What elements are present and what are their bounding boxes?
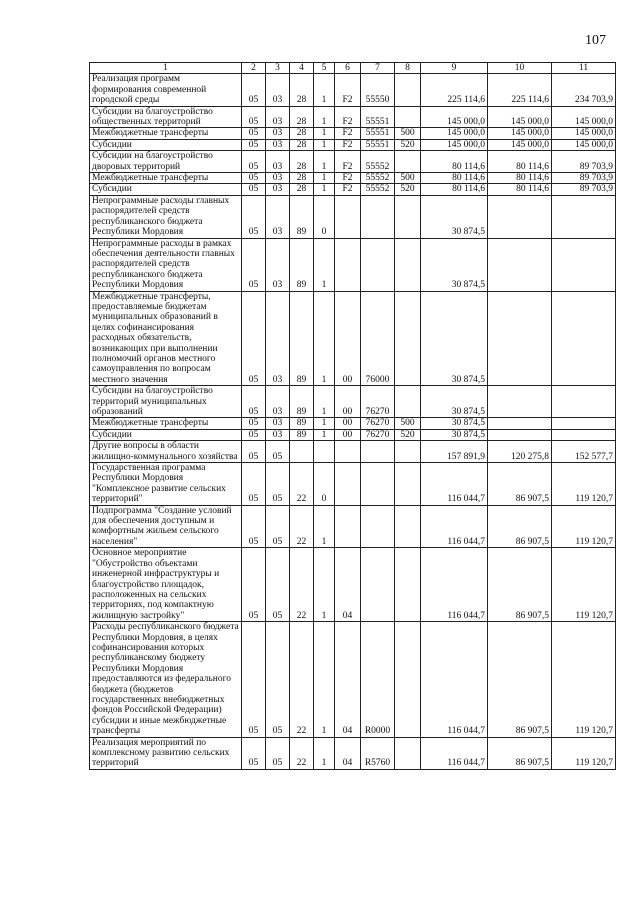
row-value-cell: 86 907,5: [488, 622, 552, 737]
row-value-cell: [395, 106, 421, 128]
row-value-cell: 89: [290, 291, 314, 386]
row-value-cell: 28: [290, 173, 314, 184]
row-name-cell: Реализация мероприятий по комплексному развитию сельских территорий: [90, 737, 242, 769]
row-name-cell: Подпрограмма "Создание условий для обеспечения доступным и комфортным жильем сельского населения": [90, 505, 242, 548]
row-value-cell: 500: [395, 173, 421, 184]
row-value-cell: 86 907,5: [488, 505, 552, 548]
row-value-cell: F2: [335, 139, 361, 150]
column-header: 3: [266, 63, 290, 74]
row-value-cell: 1: [314, 505, 335, 548]
row-value-cell: 145 000,0: [488, 106, 552, 128]
row-value-cell: 89: [290, 429, 314, 440]
header-row: [90, 63, 616, 74]
row-value-cell: 225 114,6: [421, 74, 488, 106]
row-value-cell: [488, 386, 552, 418]
table-row: [90, 505, 616, 548]
column-header: 4: [290, 63, 314, 74]
column-header: 11: [552, 63, 616, 74]
row-value-cell: 05: [242, 195, 266, 238]
row-value-cell: 03: [266, 386, 290, 418]
table-row: [90, 429, 616, 440]
row-value-cell: 28: [290, 74, 314, 106]
row-value-cell: [361, 463, 395, 506]
row-value-cell: 1: [314, 151, 335, 173]
table-row: [90, 622, 616, 737]
row-name-cell: Субсидии: [90, 184, 242, 195]
row-value-cell: 05: [266, 441, 290, 463]
row-value-cell: F2: [335, 151, 361, 173]
row-value-cell: 05: [242, 173, 266, 184]
row-value-cell: 145 000,0: [421, 139, 488, 150]
row-value-cell: 1: [314, 291, 335, 386]
row-value-cell: 145 000,0: [488, 128, 552, 139]
row-name-cell: Субсидии на благоустройство общественных территорий: [90, 106, 242, 128]
row-value-cell: 1: [314, 74, 335, 106]
table-row: [90, 128, 616, 139]
row-value-cell: 145 000,0: [488, 139, 552, 150]
row-name-cell: Другие вопросы в области жилищно-коммунального хозяйства: [90, 441, 242, 463]
budget-table: [89, 62, 616, 770]
row-value-cell: 80 114,6: [421, 184, 488, 195]
row-value-cell: [395, 622, 421, 737]
row-name-cell: Государственная программа Республики Мордовия "Комплексное развитие сельских территорий": [90, 463, 242, 506]
table-row: [90, 173, 616, 184]
row-value-cell: [488, 195, 552, 238]
row-value-cell: 119 120,7: [552, 622, 616, 737]
row-value-cell: 05: [266, 622, 290, 737]
row-value-cell: 05: [242, 386, 266, 418]
row-value-cell: 05: [242, 184, 266, 195]
row-value-cell: 05: [242, 128, 266, 139]
row-value-cell: [335, 441, 361, 463]
table-row: [90, 238, 616, 291]
row-value-cell: [552, 429, 616, 440]
row-value-cell: [488, 291, 552, 386]
table-row: [90, 441, 616, 463]
row-value-cell: [335, 463, 361, 506]
row-value-cell: 55552: [361, 184, 395, 195]
row-value-cell: 30 874,5: [421, 418, 488, 429]
row-value-cell: [395, 291, 421, 386]
row-value-cell: 89: [290, 238, 314, 291]
row-name-cell: Межбюджетные трансферты: [90, 128, 242, 139]
row-value-cell: [488, 418, 552, 429]
row-value-cell: 22: [290, 463, 314, 506]
row-value-cell: [395, 737, 421, 769]
row-value-cell: 03: [266, 184, 290, 195]
row-value-cell: 89: [290, 418, 314, 429]
row-value-cell: 05: [266, 505, 290, 548]
row-value-cell: [395, 151, 421, 173]
row-name-cell: Субсидии: [90, 429, 242, 440]
row-value-cell: F2: [335, 74, 361, 106]
row-value-cell: 520: [395, 139, 421, 150]
row-value-cell: 55552: [361, 173, 395, 184]
row-value-cell: 500: [395, 128, 421, 139]
row-value-cell: [361, 441, 395, 463]
row-name-cell: Субсидии: [90, 139, 242, 150]
table-row: [90, 184, 616, 195]
row-name-cell: Основное мероприятие "Обустройство объектами инженерной инфраструктуры и благоустройство площадок, расположенных на сельских территориях, под компактную жилищную застройку": [90, 548, 242, 622]
row-value-cell: 145 000,0: [421, 128, 488, 139]
table-row: [90, 151, 616, 173]
column-header: 6: [335, 63, 361, 74]
row-value-cell: 30 874,5: [421, 291, 488, 386]
row-value-cell: 1: [314, 386, 335, 418]
row-value-cell: 03: [266, 238, 290, 291]
table-row: [90, 195, 616, 238]
row-value-cell: 22: [290, 622, 314, 737]
row-value-cell: 05: [242, 291, 266, 386]
row-name-cell: Реализация программ формирования современной городской среды: [90, 74, 242, 106]
row-value-cell: [395, 386, 421, 418]
row-value-cell: [552, 238, 616, 291]
row-value-cell: 76270: [361, 386, 395, 418]
row-name-cell: Расходы республиканского бюджета Республики Мордовия, в целях софинансирования которых республиканскому бюджету Республики Мордовия предоставляются из федерального бюджета (бюджетов государственных внебюджетных фондов Российской Федерации) субсидии и иные межбюджетные трансферты: [90, 622, 242, 737]
row-value-cell: 86 907,5: [488, 463, 552, 506]
row-value-cell: [290, 441, 314, 463]
row-value-cell: 03: [266, 74, 290, 106]
table-row: [90, 463, 616, 506]
row-value-cell: 119 120,7: [552, 463, 616, 506]
row-value-cell: 03: [266, 139, 290, 150]
row-value-cell: 80 114,6: [421, 151, 488, 173]
row-value-cell: 05: [242, 548, 266, 622]
row-value-cell: 116 044,7: [421, 548, 488, 622]
row-value-cell: 03: [266, 291, 290, 386]
row-value-cell: 1: [314, 622, 335, 737]
row-value-cell: 116 044,7: [421, 737, 488, 769]
row-value-cell: 05: [242, 106, 266, 128]
row-value-cell: [361, 548, 395, 622]
row-value-cell: 145 000,0: [552, 106, 616, 128]
column-header: 2: [242, 63, 266, 74]
row-value-cell: 1: [314, 173, 335, 184]
row-value-cell: [335, 238, 361, 291]
row-value-cell: [488, 429, 552, 440]
row-value-cell: 1: [314, 106, 335, 128]
row-value-cell: 00: [335, 429, 361, 440]
row-value-cell: 116 044,7: [421, 622, 488, 737]
row-value-cell: 225 114,6: [488, 74, 552, 106]
row-name-cell: Непрограммные расходы главных распорядителей средств республиканского бюджета Республики Мордовия: [90, 195, 242, 238]
row-value-cell: 30 874,5: [421, 429, 488, 440]
row-value-cell: 80 114,6: [488, 184, 552, 195]
row-name-cell: Непрограммные расходы в рамках обеспечения деятельности главных распорядителей средств республиканского бюджета Республики Мордовия: [90, 238, 242, 291]
row-value-cell: 120 275,8: [488, 441, 552, 463]
row-value-cell: 03: [266, 128, 290, 139]
table-row: [90, 291, 616, 386]
column-header: 7: [361, 63, 395, 74]
column-header: 1: [90, 63, 242, 74]
row-value-cell: 55551: [361, 128, 395, 139]
row-value-cell: [552, 195, 616, 238]
row-value-cell: 22: [290, 548, 314, 622]
row-value-cell: 520: [395, 184, 421, 195]
page-number: 107: [585, 33, 606, 48]
row-value-cell: 1: [314, 238, 335, 291]
row-name-cell: Межбюджетные трансферты: [90, 173, 242, 184]
row-value-cell: 05: [242, 418, 266, 429]
table-row: [90, 139, 616, 150]
row-value-cell: 28: [290, 151, 314, 173]
row-value-cell: 03: [266, 429, 290, 440]
row-value-cell: 05: [242, 622, 266, 737]
row-value-cell: 05: [242, 429, 266, 440]
table-row: [90, 418, 616, 429]
row-value-cell: 55552: [361, 151, 395, 173]
row-value-cell: [361, 505, 395, 548]
row-value-cell: 22: [290, 505, 314, 548]
row-value-cell: 145 000,0: [552, 139, 616, 150]
row-value-cell: 30 874,5: [421, 386, 488, 418]
row-value-cell: 234 703,9: [552, 74, 616, 106]
row-value-cell: 86 907,5: [488, 548, 552, 622]
table-row: [90, 106, 616, 128]
column-header: 5: [314, 63, 335, 74]
row-value-cell: F2: [335, 128, 361, 139]
row-value-cell: [361, 238, 395, 291]
row-value-cell: 05: [242, 463, 266, 506]
row-value-cell: 1: [314, 139, 335, 150]
row-value-cell: F2: [335, 173, 361, 184]
row-value-cell: [395, 195, 421, 238]
row-value-cell: [361, 195, 395, 238]
row-value-cell: F2: [335, 106, 361, 128]
row-value-cell: R5760: [361, 737, 395, 769]
row-value-cell: 05: [242, 74, 266, 106]
row-value-cell: [395, 548, 421, 622]
row-value-cell: 04: [335, 622, 361, 737]
row-value-cell: 0: [314, 195, 335, 238]
row-value-cell: 89 703,9: [552, 173, 616, 184]
row-name-cell: Межбюджетные трансферты, предоставляемые бюджетам муниципальных образований в целях софинансирования расходных обязательств, возникающих при выполнении полномочий органов местного самоуправления по вопросам местного значения: [90, 291, 242, 386]
row-value-cell: 05: [242, 441, 266, 463]
row-name-cell: Межбюджетные трансферты: [90, 418, 242, 429]
row-value-cell: 55551: [361, 106, 395, 128]
table-row: [90, 74, 616, 106]
row-value-cell: 119 120,7: [552, 548, 616, 622]
table-row: [90, 386, 616, 418]
row-value-cell: 28: [290, 106, 314, 128]
row-value-cell: 80 114,6: [488, 151, 552, 173]
row-value-cell: 05: [242, 505, 266, 548]
row-value-cell: 86 907,5: [488, 737, 552, 769]
row-value-cell: [335, 195, 361, 238]
row-value-cell: 1: [314, 128, 335, 139]
row-value-cell: 0: [314, 463, 335, 506]
row-value-cell: 05: [242, 238, 266, 291]
row-value-cell: 30 874,5: [421, 238, 488, 291]
row-value-cell: 152 577,7: [552, 441, 616, 463]
row-value-cell: 119 120,7: [552, 737, 616, 769]
row-value-cell: 00: [335, 418, 361, 429]
row-value-cell: 80 114,6: [421, 173, 488, 184]
row-value-cell: 55550: [361, 74, 395, 106]
row-value-cell: 55551: [361, 139, 395, 150]
row-value-cell: [314, 441, 335, 463]
row-value-cell: 03: [266, 151, 290, 173]
row-value-cell: [552, 418, 616, 429]
row-value-cell: 00: [335, 386, 361, 418]
row-value-cell: 520: [395, 429, 421, 440]
row-value-cell: 116 044,7: [421, 463, 488, 506]
row-value-cell: [335, 505, 361, 548]
row-value-cell: 03: [266, 195, 290, 238]
row-value-cell: 28: [290, 128, 314, 139]
row-value-cell: F2: [335, 184, 361, 195]
row-value-cell: 89 703,9: [552, 151, 616, 173]
row-value-cell: 05: [242, 139, 266, 150]
row-value-cell: 145 000,0: [552, 128, 616, 139]
row-value-cell: 89 703,9: [552, 184, 616, 195]
column-header: 9: [421, 63, 488, 74]
row-value-cell: [488, 238, 552, 291]
row-name-cell: Субсидии на благоустройство дворовых территорий: [90, 151, 242, 173]
row-value-cell: [395, 74, 421, 106]
column-header: 10: [488, 63, 552, 74]
row-value-cell: 22: [290, 737, 314, 769]
table-row: [90, 737, 616, 769]
row-name-cell: Субсидии на благоустройство территорий муниципальных образований: [90, 386, 242, 418]
row-value-cell: 28: [290, 184, 314, 195]
row-value-cell: [395, 505, 421, 548]
row-value-cell: 89: [290, 195, 314, 238]
column-header: 8: [395, 63, 421, 74]
row-value-cell: 76000: [361, 291, 395, 386]
row-value-cell: 80 114,6: [488, 173, 552, 184]
row-value-cell: 04: [335, 737, 361, 769]
row-value-cell: 157 891,9: [421, 441, 488, 463]
row-value-cell: [395, 441, 421, 463]
row-value-cell: 00: [335, 291, 361, 386]
row-value-cell: 1: [314, 737, 335, 769]
row-value-cell: 145 000,0: [421, 106, 488, 128]
row-value-cell: [395, 238, 421, 291]
row-value-cell: 28: [290, 139, 314, 150]
row-value-cell: 05: [242, 151, 266, 173]
row-value-cell: [395, 463, 421, 506]
row-value-cell: 76270: [361, 418, 395, 429]
row-value-cell: 1: [314, 184, 335, 195]
row-value-cell: [552, 291, 616, 386]
row-value-cell: 1: [314, 429, 335, 440]
row-value-cell: 119 120,7: [552, 505, 616, 548]
table-row: [90, 548, 616, 622]
row-value-cell: 30 874,5: [421, 195, 488, 238]
row-value-cell: 03: [266, 106, 290, 128]
row-value-cell: 05: [242, 737, 266, 769]
row-value-cell: 89: [290, 386, 314, 418]
row-value-cell: 03: [266, 173, 290, 184]
row-value-cell: 1: [314, 418, 335, 429]
row-value-cell: 05: [266, 737, 290, 769]
row-value-cell: R0000: [361, 622, 395, 737]
row-value-cell: 04: [335, 548, 361, 622]
row-value-cell: 500: [395, 418, 421, 429]
row-value-cell: [552, 386, 616, 418]
row-value-cell: 05: [266, 548, 290, 622]
row-value-cell: 1: [314, 548, 335, 622]
row-value-cell: 76270: [361, 429, 395, 440]
row-value-cell: 05: [266, 463, 290, 506]
row-value-cell: 116 044,7: [421, 505, 488, 548]
row-value-cell: 03: [266, 418, 290, 429]
